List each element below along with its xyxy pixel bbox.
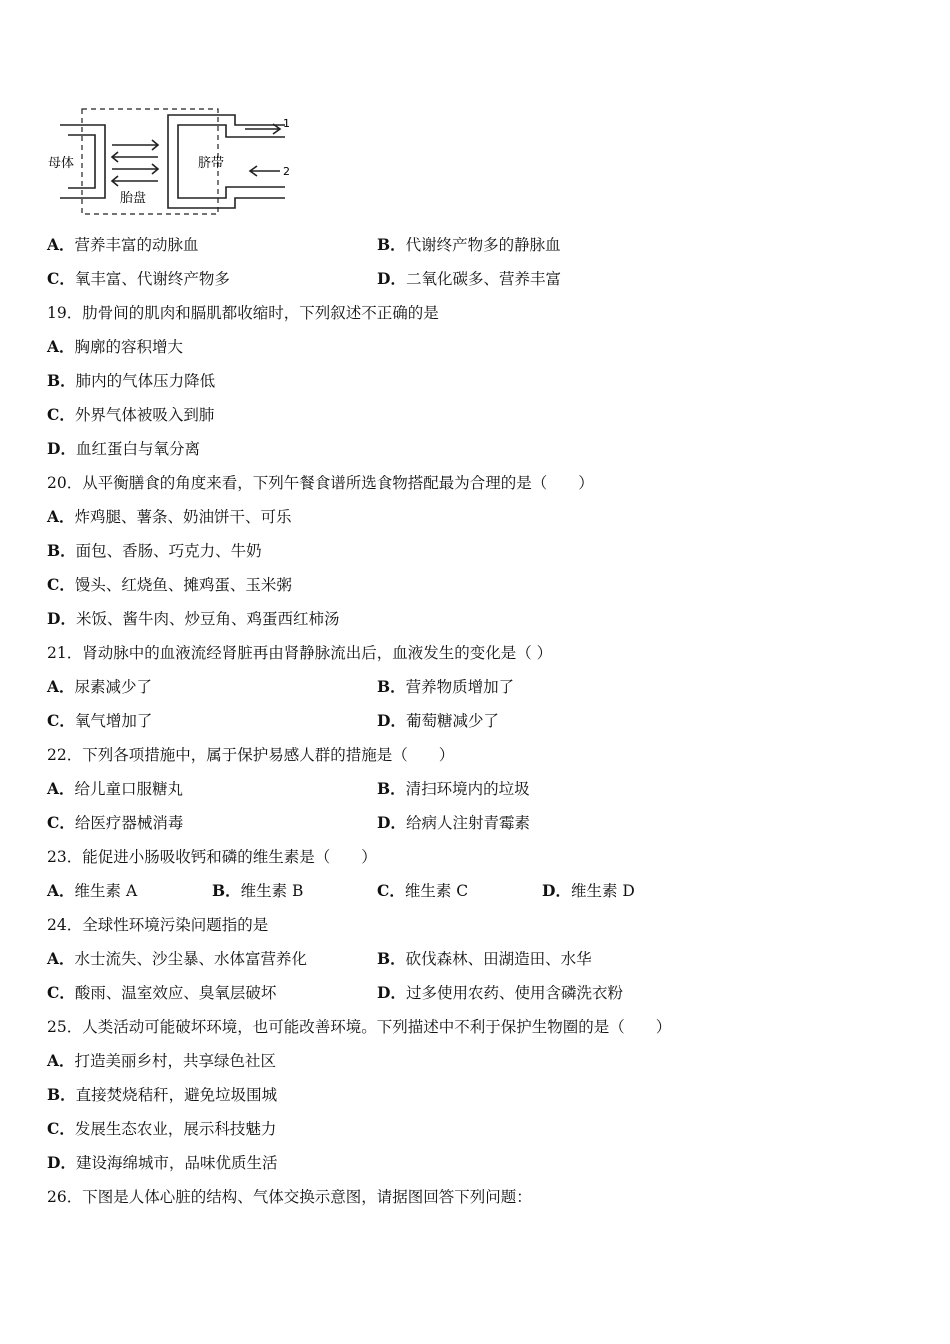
q23-option-a: A．维生素 A <box>47 881 138 900</box>
q20-option-c: C．馒头、红烧鱼、摊鸡蛋、玉米粥 <box>47 575 292 594</box>
q18-option-c: C．氧丰富、代谢终产物多 <box>47 269 230 288</box>
label-placenta: 胎盘 <box>120 191 147 206</box>
q25-stem: 25．人类活动可能破坏环境，也可能改善环境。下列描述中不利于保护生物圈的是（ ） <box>47 1018 672 1036</box>
umbilical-inner-wall <box>178 125 285 198</box>
q25-option-a: A．打造美丽乡村，共享绿色社区 <box>47 1051 277 1070</box>
exchange-arrow-left-2 <box>112 176 158 186</box>
q18-option-a: A．营养丰富的动脉血 <box>47 235 199 254</box>
q23-stem: 23．能促进小肠吸收钙和磷的维生素是（ ） <box>47 848 377 866</box>
q18-option-d: D．二氧化碳多、营养丰富 <box>377 269 561 288</box>
q23-option-c: C．维生素 C <box>377 881 469 900</box>
q20-option-b: B．面包、香肠、巧克力、牛奶 <box>47 541 262 560</box>
arrow-2 <box>250 166 280 176</box>
q22-option-c: C．给医疗器械消毒 <box>47 813 184 832</box>
q25-option-b: B．直接焚烧秸秆，避免垃圾围城 <box>47 1085 278 1104</box>
exchange-arrow-left-1 <box>112 152 158 162</box>
q19-option-c: C．外界气体被吸入到肺 <box>47 405 215 424</box>
q19-option-b: B．肺内的气体压力降低 <box>47 371 216 390</box>
q21-option-c: C．氧气增加了 <box>47 711 153 730</box>
q26-stem: 26．下图是人体心脏的结构、气体交换示意图，请据图回答下列问题： <box>47 1188 532 1206</box>
q20-option-d: D．米饭、酱牛肉、炒豆角、鸡蛋西红柿汤 <box>47 609 340 628</box>
q25-option-c: C．发展生态农业，展示科技魅力 <box>47 1119 277 1138</box>
q24-stem: 24．全球性环境污染问题指的是 <box>47 916 269 934</box>
q22-option-b: B．清扫环境内的垃圾 <box>377 779 530 798</box>
placenta-diagram <box>40 105 305 220</box>
q25-option-d: D．建设海绵城市，品味优质生活 <box>47 1153 278 1172</box>
q23-option-b: B．维生素 B <box>212 881 304 900</box>
q24-option-d: D．过多使用农药、使用含磷洗衣粉 <box>377 983 623 1002</box>
q22-stem: 22．下列各项措施中，属于保护易感人群的措施是（ ） <box>47 746 455 764</box>
label-mother: 母体 <box>48 156 75 171</box>
q23-option-d: D．维生素 D <box>542 881 635 900</box>
exchange-arrow-right-2 <box>112 164 158 174</box>
q21-option-a: A．尿素减少了 <box>47 677 153 696</box>
exchange-arrow-right-1 <box>112 140 158 150</box>
q21-stem: 21．肾动脉中的血液流经肾脏再由肾静脉流出后，血液发生的变化是（ ） <box>47 644 553 662</box>
q19-option-a: A．胸廓的容积增大 <box>47 337 184 356</box>
q22-option-d: D．给病人注射青霉素 <box>377 813 530 832</box>
q24-option-a: A．水士流失、沙尘暴、水体富营养化 <box>47 949 308 968</box>
q22-option-a: A．给儿童口服糖丸 <box>47 779 184 798</box>
label-2: 2 <box>283 165 290 178</box>
q24-option-c: C．酸雨、温室效应、臭氧层破坏 <box>47 983 277 1002</box>
q21-option-b: B．营养物质增加了 <box>377 677 515 696</box>
q19-option-d: D．血红蛋白与氧分离 <box>47 439 200 458</box>
q20-stem: 20．从平衡膳食的角度来看，下列午餐食谱所选食物搭配最为合理的是（ ） <box>47 474 594 492</box>
q24-option-b: B．砍伐森林、田湖造田、水华 <box>377 949 592 968</box>
q19-stem: 19．肋骨间的肌肉和膈肌都收缩时，下列叙述不正确的是 <box>47 304 439 322</box>
q20-option-a: A．炸鸡腿、薯条、奶油饼干、可乐 <box>47 507 292 526</box>
label-1: 1 <box>283 117 290 130</box>
q18-option-b: B．代谢终产物多的静脉血 <box>377 235 561 254</box>
label-umbilical: 脐带 <box>198 156 225 171</box>
q21-option-d: D．葡萄糖减少了 <box>377 711 499 730</box>
